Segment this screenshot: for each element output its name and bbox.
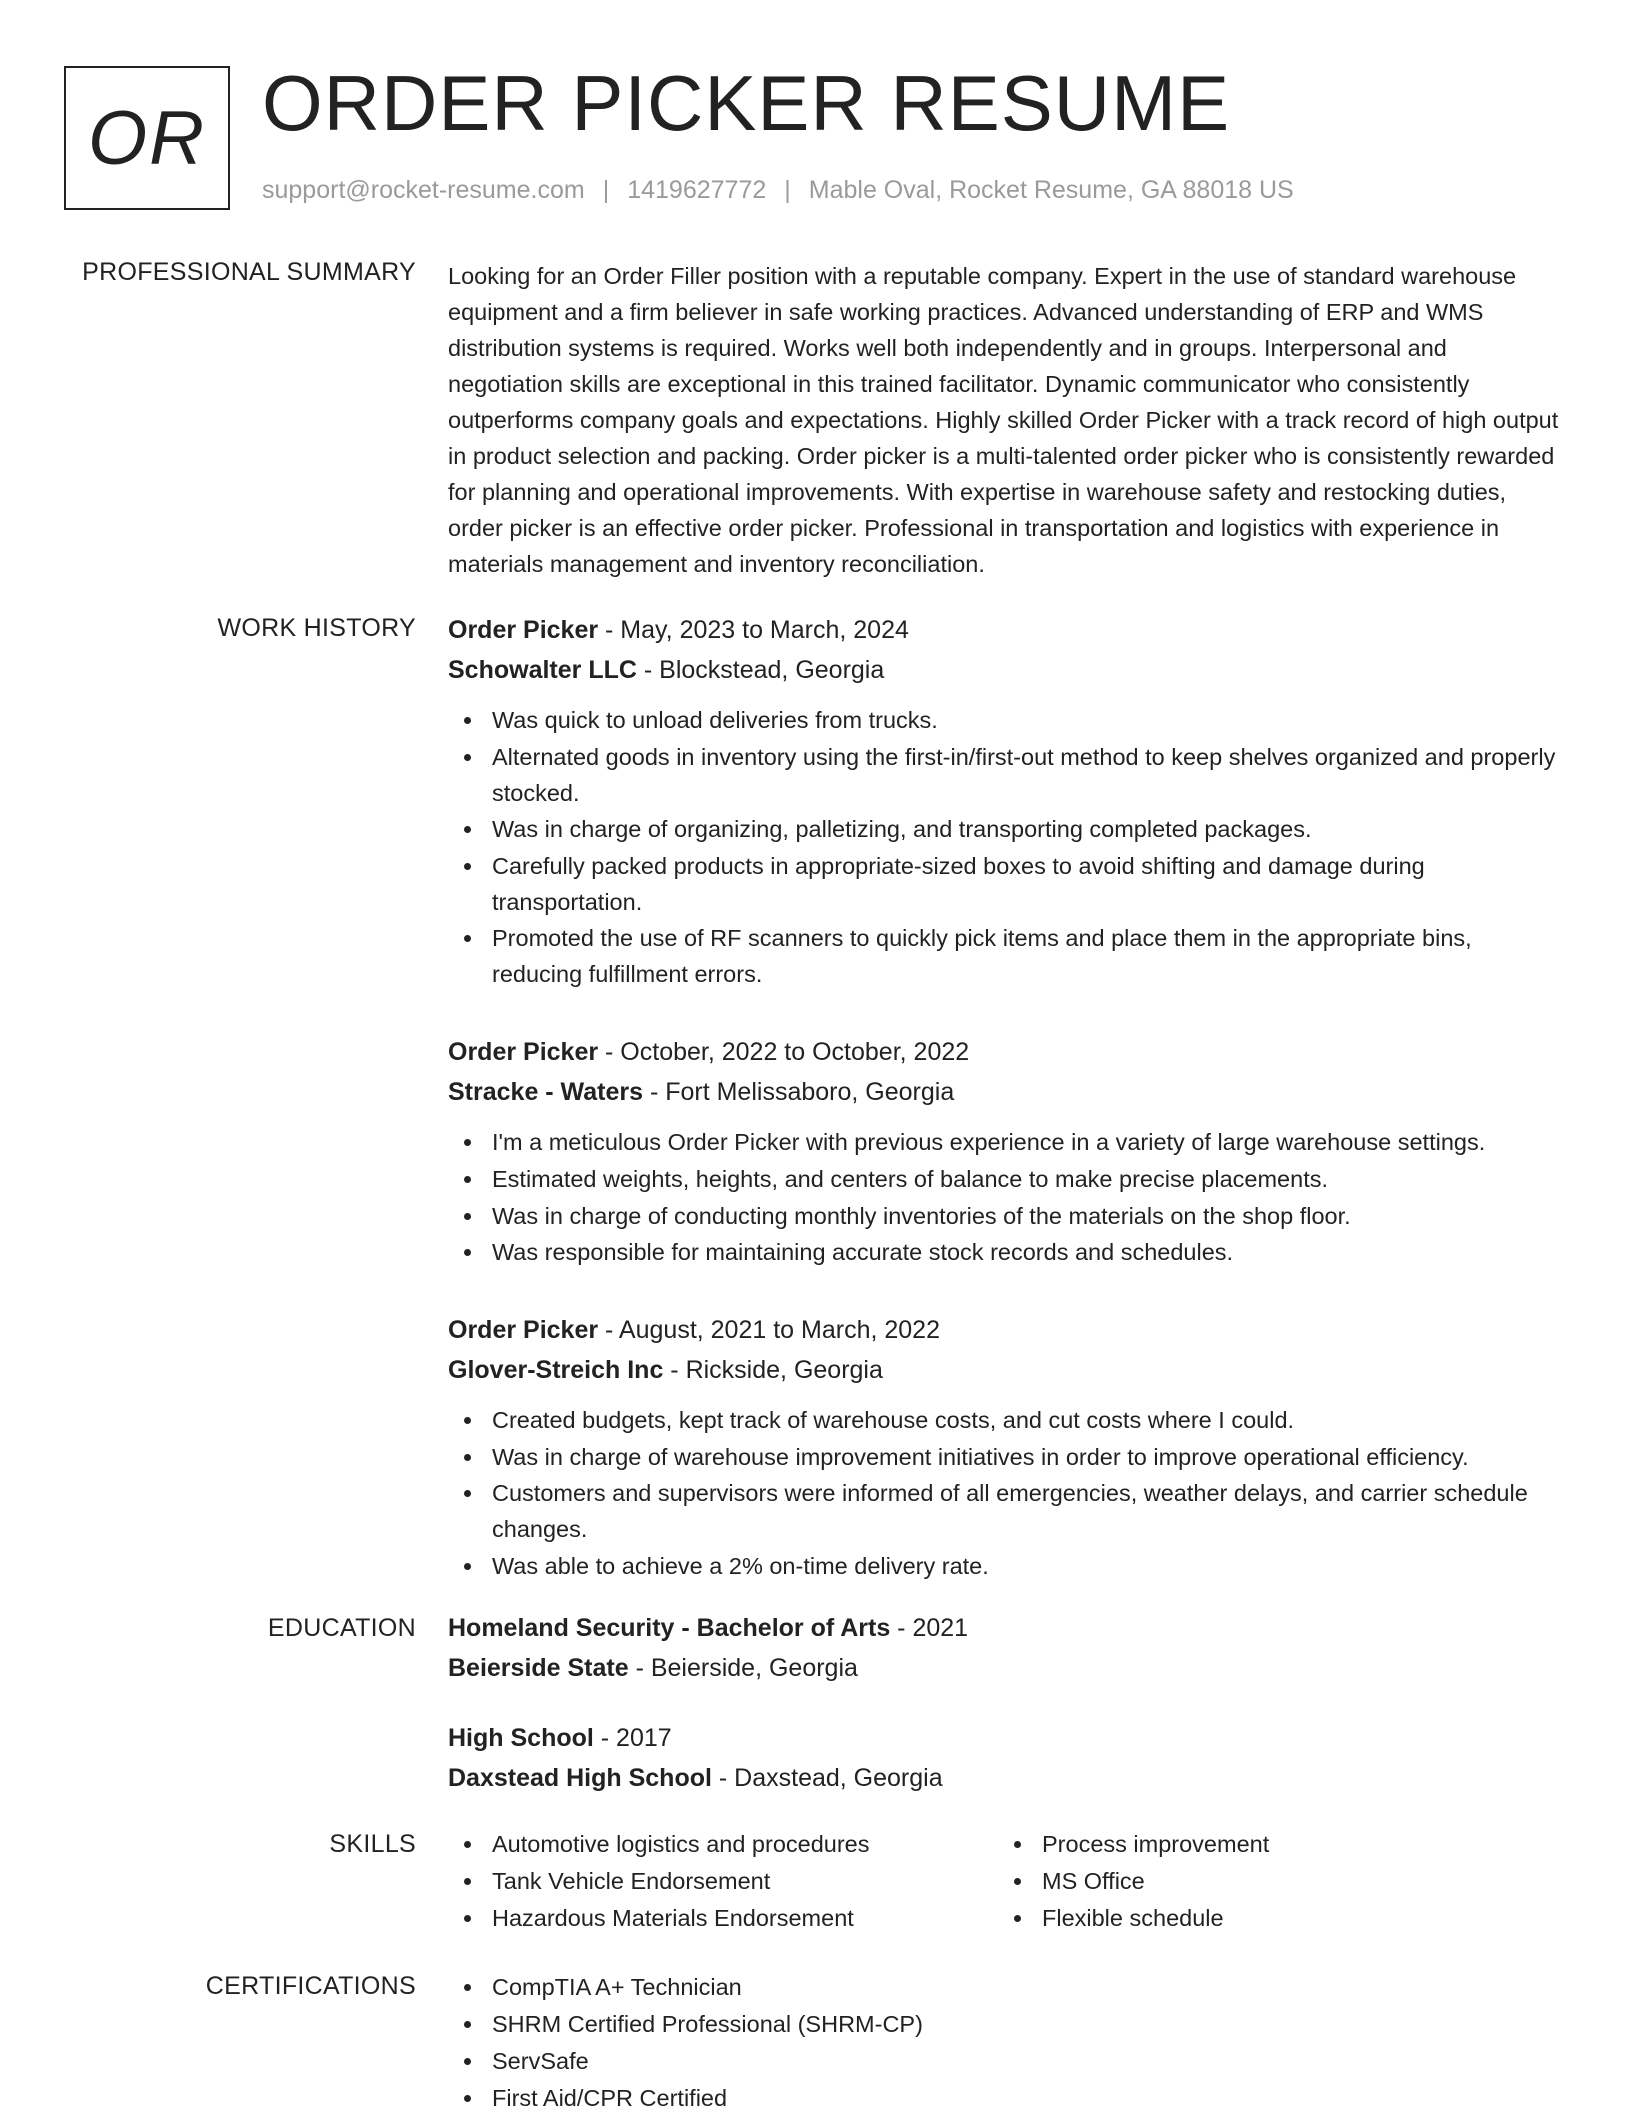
skill-item: Hazardous Materials Endorsement — [448, 1900, 998, 1937]
section-label-certifications: CERTIFICATIONS — [205, 1972, 416, 2000]
job-entry — [448, 610, 1560, 992]
job-dates: - August, 2021 to March, 2022 — [598, 1316, 940, 1345]
page-title: ORDER PICKER RESUME — [262, 59, 1231, 147]
job-title-line — [448, 1032, 1560, 1072]
job-company: Schowalter LLC — [448, 656, 637, 684]
list-item: Estimated weights, heights, and centers of balance to make precise placements. — [448, 1161, 1560, 1197]
education-school-line — [448, 1758, 1560, 1798]
section-label-work-history: WORK HISTORY — [217, 614, 416, 642]
job-dates: - October, 2022 to October, 2022 — [598, 1038, 970, 1067]
contact-email[interactable]: support@rocket-resume.com — [262, 176, 585, 204]
education-year: - 2017 — [593, 1724, 672, 1752]
contact-separator: | — [784, 176, 791, 204]
monogram-logo: OR — [64, 66, 230, 210]
skill-item: Tank Vehicle Endorsement — [448, 1863, 998, 1900]
list-item: Customers and supervisors were informed of all emergencies, weather delays, and carrier schedule changes. — [448, 1475, 1560, 1547]
certification-item: ServSafe — [448, 2043, 1560, 2080]
job-title-line — [448, 610, 1560, 650]
job-bullets — [448, 702, 1560, 992]
skill-item: Flexible schedule — [998, 1900, 1548, 1937]
list-item: Carefully packed products in appropriate-sized boxes to avoid shifting and damage during transportation. — [448, 848, 1560, 920]
certifications-list — [448, 1969, 1560, 2112]
education-location: - Daxstead, Georgia — [711, 1764, 943, 1792]
list-item: Alternated goods in inventory using the first-in/first-out method to keep shelves organized and properly stocked. — [448, 739, 1560, 811]
certifications — [448, 1969, 1560, 2112]
list-item: Created budgets, kept track of warehouse costs, and cut costs where I could. — [448, 1402, 1560, 1438]
contact-line — [262, 176, 1294, 205]
certification-item: CompTIA A+ Technician — [448, 1969, 1560, 2006]
list-item: Promoted the use of RF scanners to quickly pick items and place them in the appropriate bins, reducing fulfillment errors. — [448, 920, 1560, 992]
skill-item: MS Office — [998, 1863, 1548, 1900]
job-entry — [448, 1310, 1560, 1584]
job-title: Order Picker — [448, 1316, 599, 1345]
summary-text: Looking for an Order Filler position with a reputable company. Expert in the use of standard warehouse equipment and a firm believer in safe working practices. Advanced understanding of ERP and WMS distribution systems is required. Works well both independently and in groups. Interpersonal and negotiation skills are exceptional in this trained facilitator. Dynamic communicator who consistently outperforms company goals and expectations. Highly skilled Order Picker with a track record of high output in product selection and packing. Order picker is a multi-talented order picker who is consistently rewarded for planning and operational improvements. With expertise in warehouse safety and restocking duties, order picker is an effective order picker. Professional in transportation and logistics with experience in materials management and inventory reconciliation. — [448, 263, 1559, 577]
job-bullets — [448, 1124, 1560, 1270]
skills-list — [448, 1826, 1560, 1937]
education-degree: Homeland Security - Bachelor of Arts — [448, 1614, 891, 1642]
contact-separator: | — [602, 176, 610, 204]
job-entry — [448, 1032, 1560, 1270]
list-item: Was responsible for maintaining accurate stock records and schedules. — [448, 1234, 1560, 1270]
education-school-line — [448, 1648, 1560, 1688]
list-item: Was in charge of conducting monthly inventories of the materials on the shop floor. — [448, 1198, 1560, 1234]
skills-column-right — [998, 1826, 1548, 1937]
job-company: Glover-Streich Inc — [448, 1356, 664, 1385]
contact-address: Mable Oval, Rocket Resume, GA 88018 US — [808, 176, 1294, 204]
job-location: - Fort Melissaboro, Georgia — [643, 1078, 955, 1107]
education-degree-line — [448, 1608, 1560, 1648]
list-item: Was quick to unload deliveries from trucks. — [448, 702, 1560, 738]
education-year: - 2021 — [890, 1614, 969, 1642]
education-entry — [448, 1608, 1560, 1688]
contact-phone[interactable]: 1419627772 — [627, 176, 767, 204]
education — [448, 1608, 1560, 1798]
job-company-line — [448, 1350, 1560, 1390]
work-history — [448, 610, 1560, 1624]
job-title: Order Picker — [448, 616, 599, 644]
list-item: Was in charge of warehouse improvement initiatives in order to improve operational efficiency. — [448, 1439, 1560, 1475]
skills-column-left — [448, 1826, 998, 1937]
skill-item: Automotive logistics and procedures — [448, 1826, 998, 1863]
job-company-line — [448, 650, 1560, 690]
education-location: - Beierside, Georgia — [628, 1654, 858, 1682]
list-item: Was in charge of organizing, palletizing, and transporting completed packages. — [448, 811, 1560, 847]
job-title-line — [448, 1310, 1560, 1350]
section-label-education: EDUCATION — [267, 1614, 416, 1642]
job-bullets — [448, 1402, 1560, 1584]
certification-item: First Aid/CPR Certified — [448, 2080, 1560, 2112]
job-location: - Blockstead, Georgia — [636, 656, 885, 684]
section-label-skills: SKILLS — [329, 1830, 416, 1858]
job-company: Stracke - Waters — [448, 1078, 643, 1107]
education-entry — [448, 1718, 1560, 1798]
skill-item: Process improvement — [998, 1826, 1548, 1863]
job-company-line — [448, 1072, 1560, 1112]
job-title: Order Picker — [448, 1038, 599, 1067]
education-school: Beierside State — [448, 1654, 629, 1682]
section-label-summary: PROFESSIONAL SUMMARY — [82, 258, 416, 286]
certification-item: SHRM Certified Professional (SHRM-CP) — [448, 2006, 1560, 2043]
education-degree: High School — [448, 1724, 594, 1752]
education-school: Daxstead High School — [448, 1764, 712, 1792]
job-location: - Rickside, Georgia — [663, 1356, 883, 1385]
education-degree-line — [448, 1718, 1560, 1758]
list-item: Was able to achieve a 2% on-time delivery rate. — [448, 1548, 1560, 1584]
list-item: I'm a meticulous Order Picker with previous experience in a variety of large warehouse settings. — [448, 1124, 1560, 1160]
job-dates: - May, 2023 to March, 2024 — [598, 616, 909, 644]
